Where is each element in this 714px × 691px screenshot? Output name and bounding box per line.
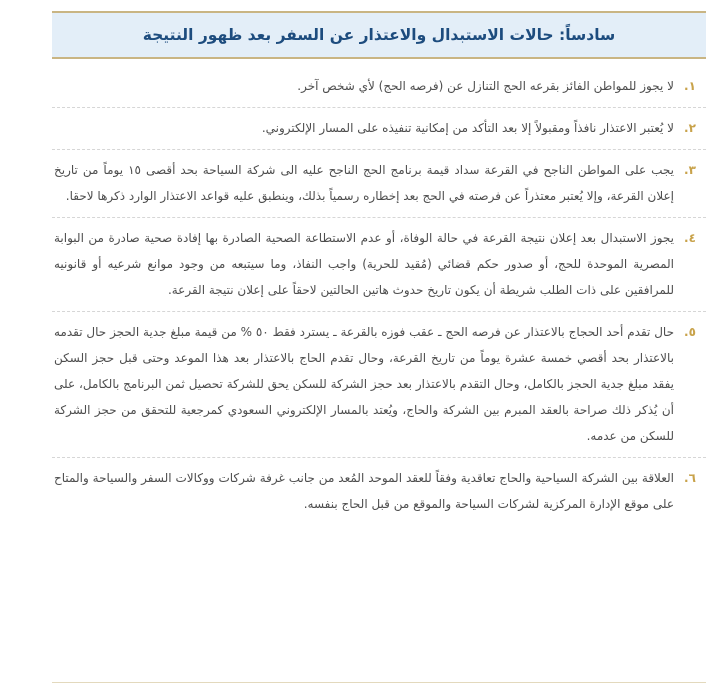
- rules-list: [52, 66, 706, 525]
- list-item: [52, 458, 706, 525]
- list-item: [52, 218, 706, 312]
- item-text: يجب على المواطن الناجح في القرعة سداد قيمة برنامج الحج الناجح عليه الى شركة السياحة بحد أقصى ١٥ يوماً من تاريخ إعلان القرعة، وإلا يُعتبر معتذراً عن فرصته في الحج بعد إخطاره رسمياً بذلك، وينطبق عليه قواعد الاعتذار الوارد ذكرها لاحقا.: [54, 163, 674, 203]
- item-text: لا يجوز للمواطن الفائز بقرعه الحج التنازل عن (فرصه الحج) لأي شخص آخر.: [297, 79, 674, 93]
- item-text: يجوز الاستبدال بعد إعلان نتيجة القرعة في حالة الوفاة، أو عدم الاستطاعة الصحية الصادرة بها إفادة صحية صادرة من البوابة المصرية الموحدة للحج، أو صدور حكم قضائي (مُقيد للحرية) واجب النفاذ، وما سيتبعه من وجود موانع شرعيه أو قانونيه للمرافقين على ذات الطلب شريطة أن يكون تاريخ حدوث هاتين الحالتين لاحقاً على إعلان نتيجة القرعة.: [54, 231, 674, 297]
- item-text: حال تقدم أحد الحجاج بالاعتذار عن فرصه الحج ـ عقب فوزه بالقرعة ـ يسترد فقط ٥٠ % من قيمة مبلغ جدية الحجز حال تقدمه بالاعتذار بحد أقصي خمسة عشرة يوماً من تاريخ القرعة، وحال تقدم الحاج بالاعتذار بعد هذا الموعد وحتى قبل حجز السكن يفقد مبلغ جدية الحجز بالكامل، وحال التقدم بالاعتذار بعد حجز الشركة للسكن يحق للشركة تحصيل ثمن البرنامج بالكامل، على أن يُذكر ذلك صراحة بالعقد المبرم بين الشركة والحاج، ويُعتد بالمسار الإلكتروني السعودي كمرجعية للتحقق من حجز الشركة للسكن من عدمه.: [54, 325, 674, 443]
- item-text: لا يُعتبر الاعتذار نافذاً ومقبولاً إلا بعد التأكد من إمكانية تنفيذه على المسار الإلكتروني.: [261, 121, 674, 135]
- bottom-divider: [52, 682, 706, 683]
- item-number: ٦.: [684, 471, 696, 485]
- item-number: ٥.: [684, 325, 696, 339]
- list-item: [52, 312, 706, 458]
- list-item: [52, 66, 706, 108]
- list-item: [52, 150, 706, 218]
- item-number: ١.: [684, 79, 696, 93]
- section-header: [52, 11, 706, 59]
- section-title: سادساً: حالات الاستبدال والاعتذار عن السفر بعد ظهور النتيجة: [142, 26, 616, 44]
- item-number: ٤.: [684, 231, 696, 245]
- item-text: العلاقة بين الشركة السياحية والحاج تعاقدية وفقاً للعقد الموحد المُعد من جانب غرفة شركات ووكالات السفر والسياحة والمتاح على موقع الإدارة المركزية لشركات السياحة والموقع من قبل الحاج بنفسه.: [54, 471, 674, 511]
- item-number: ٢.: [684, 121, 696, 135]
- item-number: ٣.: [684, 163, 696, 177]
- list-item: [52, 108, 706, 150]
